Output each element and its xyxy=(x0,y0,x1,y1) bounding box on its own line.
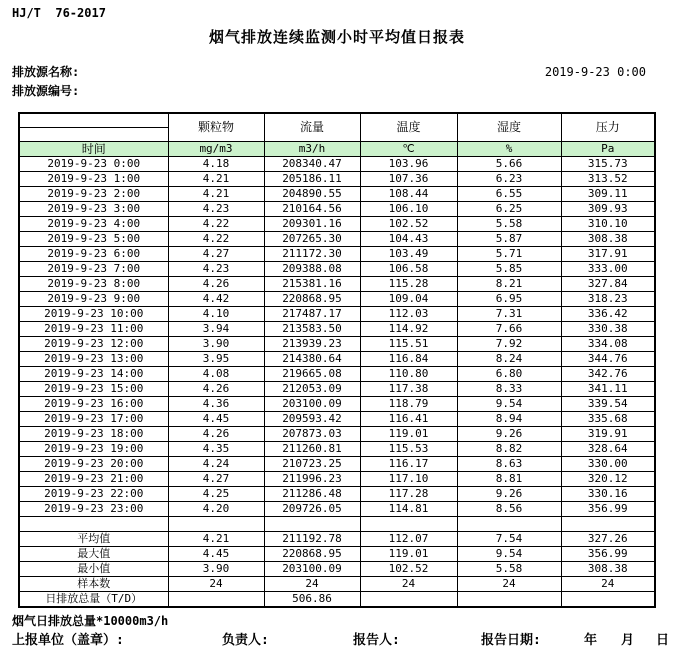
reporting-unit-label: 上报单位（盖章）: xyxy=(12,633,124,648)
value-cell: 330.38 xyxy=(561,322,655,337)
value-cell: 315.73 xyxy=(561,157,655,172)
table-row xyxy=(19,307,655,322)
value-cell: 211192.78 xyxy=(264,532,360,547)
value-cell: 9.54 xyxy=(457,547,561,562)
value-cell: 112.07 xyxy=(360,532,457,547)
value-cell: 119.01 xyxy=(360,547,457,562)
value-cell: 7.54 xyxy=(457,532,561,547)
value-cell: 4.24 xyxy=(168,457,264,472)
value-cell: 4.45 xyxy=(168,547,264,562)
summary-row xyxy=(19,547,655,562)
table-row xyxy=(19,262,655,277)
table-row xyxy=(19,442,655,457)
value-cell: 309.93 xyxy=(561,202,655,217)
value-cell: 208340.47 xyxy=(264,157,360,172)
value-cell: 107.36 xyxy=(360,172,457,187)
value-cell: 205186.11 xyxy=(264,172,360,187)
time-cell: 2019-9-23 7:00 xyxy=(19,262,168,277)
value-cell: 112.03 xyxy=(360,307,457,322)
value-cell: 220868.95 xyxy=(264,292,360,307)
value-cell: 106.10 xyxy=(360,202,457,217)
time-cell: 2019-9-23 15:00 xyxy=(19,382,168,397)
value-cell: 6.23 xyxy=(457,172,561,187)
table-row xyxy=(19,367,655,382)
value-cell xyxy=(168,592,264,608)
table-row xyxy=(19,277,655,292)
value-cell: 6.55 xyxy=(457,187,561,202)
summary-row xyxy=(19,577,655,592)
corner-cell-bottom xyxy=(19,128,168,142)
value-cell: 119.01 xyxy=(360,427,457,442)
table-row xyxy=(19,292,655,307)
value-cell: 4.26 xyxy=(168,277,264,292)
value-cell: 308.38 xyxy=(561,562,655,577)
value-cell: 318.23 xyxy=(561,292,655,307)
value-cell: 4.23 xyxy=(168,262,264,277)
value-cell: 209388.08 xyxy=(264,262,360,277)
value-cell: 209726.05 xyxy=(264,502,360,517)
value-cell: 6.80 xyxy=(457,367,561,382)
value-cell: 4.35 xyxy=(168,442,264,457)
value-cell: 7.66 xyxy=(457,322,561,337)
time-cell: 2019-9-23 22:00 xyxy=(19,487,168,502)
table-row xyxy=(19,457,655,472)
table-row xyxy=(19,217,655,232)
summary-row xyxy=(19,532,655,547)
value-cell: 3.95 xyxy=(168,352,264,367)
value-cell: 215381.16 xyxy=(264,277,360,292)
value-cell: 4.21 xyxy=(168,187,264,202)
value-cell: 203100.09 xyxy=(264,562,360,577)
unit-flow: m3/h xyxy=(264,142,360,157)
report-date-label: 报告日期: xyxy=(481,633,541,648)
table-row xyxy=(19,427,655,442)
value-cell: 211996.23 xyxy=(264,472,360,487)
value-cell: 24 xyxy=(360,577,457,592)
time-cell: 2019-9-23 14:00 xyxy=(19,367,168,382)
time-cell: 2019-9-23 0:00 xyxy=(19,157,168,172)
value-cell: 5.85 xyxy=(457,262,561,277)
value-cell: 114.92 xyxy=(360,322,457,337)
value-cell: 204890.55 xyxy=(264,187,360,202)
summary-row xyxy=(19,592,655,608)
unit-pressure: Pa xyxy=(561,142,655,157)
value-cell: 310.10 xyxy=(561,217,655,232)
value-cell: 217487.17 xyxy=(264,307,360,322)
value-cell: 317.91 xyxy=(561,247,655,262)
value-cell: 6.25 xyxy=(457,202,561,217)
value-cell: 356.99 xyxy=(561,502,655,517)
table-row xyxy=(19,157,655,172)
value-cell: 115.53 xyxy=(360,442,457,457)
summary-label: 最大值 xyxy=(19,547,168,562)
value-cell: 356.99 xyxy=(561,547,655,562)
value-cell: 6.95 xyxy=(457,292,561,307)
col-header-flow: 流量 xyxy=(264,113,360,142)
value-cell: 8.24 xyxy=(457,352,561,367)
month-label: 月 xyxy=(621,633,635,648)
summary-label: 日排放总量（T/D） xyxy=(19,592,168,608)
value-cell: 339.54 xyxy=(561,397,655,412)
value-cell: 308.38 xyxy=(561,232,655,247)
unit-particulate: mg/m3 xyxy=(168,142,264,157)
table-row xyxy=(19,382,655,397)
summary-label: 最小值 xyxy=(19,562,168,577)
value-cell: 4.26 xyxy=(168,427,264,442)
table-row xyxy=(19,187,655,202)
value-cell: 328.64 xyxy=(561,442,655,457)
value-cell: 4.27 xyxy=(168,472,264,487)
table-row xyxy=(19,472,655,487)
time-cell: 2019-9-23 12:00 xyxy=(19,337,168,352)
value-cell: 24 xyxy=(561,577,655,592)
value-cell: 506.86 xyxy=(264,592,360,608)
value-cell: 3.90 xyxy=(168,562,264,577)
value-cell: 9.54 xyxy=(457,397,561,412)
manager-label: 负责人: xyxy=(222,633,269,648)
value-cell: 118.79 xyxy=(360,397,457,412)
col-header-humidity: 湿度 xyxy=(457,113,561,142)
value-cell: 4.21 xyxy=(168,172,264,187)
value-cell xyxy=(168,517,264,532)
col-header-pressure: 压力 xyxy=(561,113,655,142)
time-cell: 2019-9-23 21:00 xyxy=(19,472,168,487)
value-cell: 203100.09 xyxy=(264,397,360,412)
unit-temperature: ℃ xyxy=(360,142,457,157)
value-cell xyxy=(457,592,561,608)
value-cell: 211172.30 xyxy=(264,247,360,262)
value-cell: 116.41 xyxy=(360,412,457,427)
col-header-particulate: 颗粒物 xyxy=(168,113,264,142)
table-row xyxy=(19,337,655,352)
time-cell: 2019-9-23 17:00 xyxy=(19,412,168,427)
value-cell: 117.10 xyxy=(360,472,457,487)
value-cell: 24 xyxy=(168,577,264,592)
value-cell: 4.42 xyxy=(168,292,264,307)
value-cell xyxy=(264,517,360,532)
value-cell: 209593.42 xyxy=(264,412,360,427)
value-cell: 210164.56 xyxy=(264,202,360,217)
summary-row xyxy=(19,562,655,577)
value-cell: 8.82 xyxy=(457,442,561,457)
value-cell: 117.38 xyxy=(360,382,457,397)
value-cell xyxy=(457,517,561,532)
col-header-temperature: 温度 xyxy=(360,113,457,142)
value-cell: 4.45 xyxy=(168,412,264,427)
time-cell: 2019-9-23 11:00 xyxy=(19,322,168,337)
value-cell: 330.16 xyxy=(561,487,655,502)
value-cell: 115.28 xyxy=(360,277,457,292)
time-cell: 2019-9-23 8:00 xyxy=(19,277,168,292)
year-label: 年 xyxy=(584,633,598,648)
value-cell: 207265.30 xyxy=(264,232,360,247)
value-cell: 7.31 xyxy=(457,307,561,322)
value-cell: 219665.08 xyxy=(264,367,360,382)
value-cell: 327.84 xyxy=(561,277,655,292)
value-cell: 335.68 xyxy=(561,412,655,427)
spacer-row xyxy=(19,517,655,532)
table-row xyxy=(19,202,655,217)
value-cell xyxy=(561,592,655,608)
time-cell: 2019-9-23 4:00 xyxy=(19,217,168,232)
value-cell: 213939.23 xyxy=(264,337,360,352)
value-cell: 4.27 xyxy=(168,247,264,262)
value-cell: 115.51 xyxy=(360,337,457,352)
value-cell: 344.76 xyxy=(561,352,655,367)
value-cell: 212053.09 xyxy=(264,382,360,397)
value-cell: 108.44 xyxy=(360,187,457,202)
value-cell: 114.81 xyxy=(360,502,457,517)
units-row xyxy=(19,142,655,157)
value-cell: 104.43 xyxy=(360,232,457,247)
time-cell: 2019-9-23 16:00 xyxy=(19,397,168,412)
value-cell: 333.00 xyxy=(561,262,655,277)
value-cell: 3.94 xyxy=(168,322,264,337)
value-cell: 4.36 xyxy=(168,397,264,412)
value-cell: 5.66 xyxy=(457,157,561,172)
value-cell: 117.28 xyxy=(360,487,457,502)
value-cell: 341.11 xyxy=(561,382,655,397)
value-cell xyxy=(360,592,457,608)
value-cell: 334.08 xyxy=(561,337,655,352)
table-row xyxy=(19,232,655,247)
report-datetime: 2019-9-23 0:00 xyxy=(544,65,646,79)
value-cell: 8.63 xyxy=(457,457,561,472)
table-row xyxy=(19,352,655,367)
value-cell xyxy=(360,517,457,532)
time-cell: 2019-9-23 5:00 xyxy=(19,232,168,247)
value-cell: 342.76 xyxy=(561,367,655,382)
value-cell: 4.08 xyxy=(168,367,264,382)
time-cell: 2019-9-23 19:00 xyxy=(19,442,168,457)
value-cell: 9.26 xyxy=(457,487,561,502)
table-row xyxy=(19,487,655,502)
value-cell: 4.20 xyxy=(168,502,264,517)
value-cell: 3.90 xyxy=(168,337,264,352)
value-cell: 8.56 xyxy=(457,502,561,517)
value-cell: 207873.03 xyxy=(264,427,360,442)
value-cell: 313.52 xyxy=(561,172,655,187)
time-header: 时间 xyxy=(19,142,168,157)
value-cell: 309.11 xyxy=(561,187,655,202)
time-cell: 2019-9-23 6:00 xyxy=(19,247,168,262)
value-cell: 106.58 xyxy=(360,262,457,277)
value-cell: 5.87 xyxy=(457,232,561,247)
header-row-top xyxy=(19,113,655,128)
source-name-label: 排放源名称: xyxy=(12,65,80,79)
value-cell: 5.58 xyxy=(457,562,561,577)
value-cell: 330.00 xyxy=(561,457,655,472)
value-cell: 4.21 xyxy=(168,532,264,547)
value-cell: 4.23 xyxy=(168,202,264,217)
total-emission-note: 烟气日排放总量*10000m3/h xyxy=(12,614,169,628)
value-cell: 211260.81 xyxy=(264,442,360,457)
unit-humidity: % xyxy=(457,142,561,157)
value-cell: 4.26 xyxy=(168,382,264,397)
value-cell: 102.52 xyxy=(360,217,457,232)
value-cell: 5.71 xyxy=(457,247,561,262)
reporter-label: 报告人: xyxy=(353,633,400,648)
value-cell: 210723.25 xyxy=(264,457,360,472)
value-cell: 9.26 xyxy=(457,427,561,442)
time-cell: 2019-9-23 9:00 xyxy=(19,292,168,307)
value-cell: 8.33 xyxy=(457,382,561,397)
time-cell: 2019-9-23 13:00 xyxy=(19,352,168,367)
value-cell: 4.22 xyxy=(168,232,264,247)
value-cell: 4.18 xyxy=(168,157,264,172)
time-cell: 2019-9-23 10:00 xyxy=(19,307,168,322)
day-label: 日 xyxy=(656,633,670,648)
corner-cell-top xyxy=(19,113,168,128)
value-cell: 116.84 xyxy=(360,352,457,367)
value-cell: 327.26 xyxy=(561,532,655,547)
signature-row xyxy=(0,629,674,647)
value-cell: 8.94 xyxy=(457,412,561,427)
value-cell: 213583.50 xyxy=(264,322,360,337)
value-cell: 209301.16 xyxy=(264,217,360,232)
value-cell: 102.52 xyxy=(360,562,457,577)
value-cell: 109.04 xyxy=(360,292,457,307)
time-cell: 2019-9-23 3:00 xyxy=(19,202,168,217)
table-row xyxy=(19,412,655,427)
table-row xyxy=(19,172,655,187)
value-cell: 4.25 xyxy=(168,487,264,502)
value-cell: 116.17 xyxy=(360,457,457,472)
value-cell: 24 xyxy=(457,577,561,592)
time-cell: 2019-9-23 18:00 xyxy=(19,427,168,442)
value-cell: 4.22 xyxy=(168,217,264,232)
value-cell: 214380.64 xyxy=(264,352,360,367)
table-row xyxy=(19,322,655,337)
summary-label: 平均值 xyxy=(19,532,168,547)
value-cell: 4.10 xyxy=(168,307,264,322)
value-cell: 24 xyxy=(264,577,360,592)
summary-label: 样本数 xyxy=(19,577,168,592)
value-cell: 319.91 xyxy=(561,427,655,442)
source-id-label: 排放源编号: xyxy=(12,84,80,98)
standard-code: HJ/T 76-2017 xyxy=(12,6,106,20)
time-cell: 2019-9-23 23:00 xyxy=(19,502,168,517)
time-cell: 2019-9-23 1:00 xyxy=(19,172,168,187)
value-cell xyxy=(561,517,655,532)
value-cell: 7.92 xyxy=(457,337,561,352)
table-row xyxy=(19,247,655,262)
value-cell: 103.49 xyxy=(360,247,457,262)
time-cell: 2019-9-23 20:00 xyxy=(19,457,168,472)
value-cell: 320.12 xyxy=(561,472,655,487)
time-cell: 2019-9-23 2:00 xyxy=(19,187,168,202)
value-cell: 110.80 xyxy=(360,367,457,382)
value-cell: 103.96 xyxy=(360,157,457,172)
report-table xyxy=(18,112,656,608)
value-cell: 211286.48 xyxy=(264,487,360,502)
value-cell: 8.21 xyxy=(457,277,561,292)
value-cell: 336.42 xyxy=(561,307,655,322)
value-cell: 220868.95 xyxy=(264,547,360,562)
value-cell: 8.81 xyxy=(457,472,561,487)
value-cell: 5.58 xyxy=(457,217,561,232)
table-row xyxy=(19,502,655,517)
page-title: 烟气排放连续监测小时平均值日报表 xyxy=(208,28,465,46)
table-row xyxy=(19,397,655,412)
spacer-cell xyxy=(19,517,168,532)
